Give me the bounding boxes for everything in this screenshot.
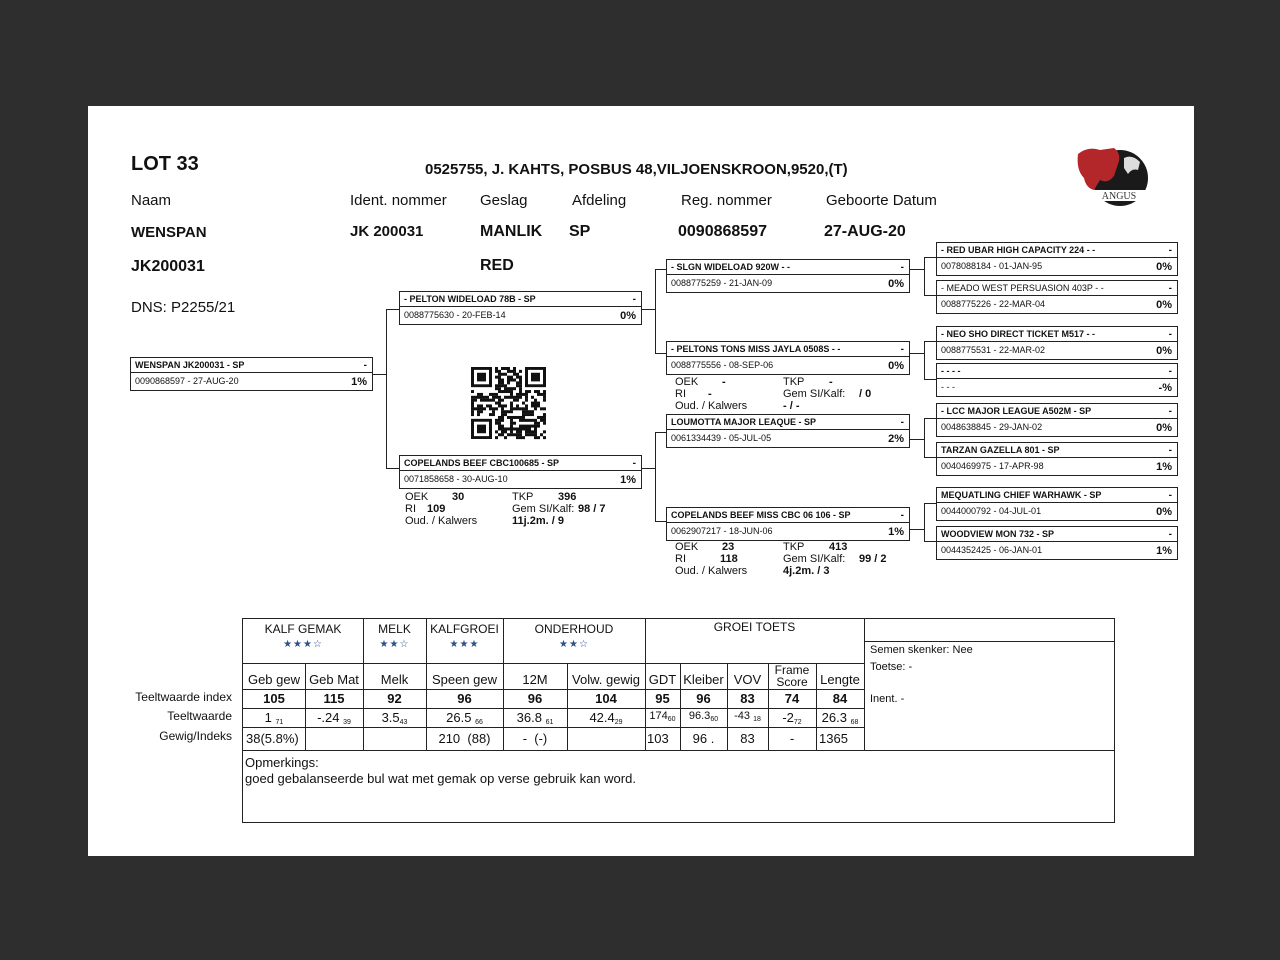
oud-label: Oud. / Kalwers <box>675 400 748 412</box>
percent: 0% <box>620 310 636 322</box>
col-lengte: Lengte <box>820 672 860 687</box>
gem-label: Gem SI/Kalf: <box>783 388 846 400</box>
oek-value: - <box>722 376 726 388</box>
dash: - <box>1168 329 1172 340</box>
pedigree-dss <box>936 403 1178 437</box>
ebv-value: 26.5 <box>446 710 472 725</box>
reg-date: 0044352425 - 06-JAN-01 <box>941 545 1043 555</box>
connector <box>641 468 655 469</box>
stars-melk: ★★☆ <box>379 639 410 650</box>
dash: - <box>1168 283 1172 294</box>
index-value: 84 <box>832 691 848 706</box>
oek-label: OEK <box>405 491 429 503</box>
reg-date: 0062907217 - 18-JUN-06 <box>671 526 773 536</box>
connector <box>373 374 386 375</box>
breeding-values-table <box>242 618 1115 823</box>
animal-name: - MEADO WEST PERSUASION 403P - - <box>941 283 1104 293</box>
ebv-accuracy: 29 <box>614 719 623 726</box>
animal-name: COPELANDS BEEF MISS CBC 06 106 - SP <box>671 510 851 520</box>
index-value: 104 <box>595 691 617 706</box>
connector <box>924 418 925 457</box>
percent: 1% <box>620 474 636 486</box>
percent: 1% <box>888 526 904 538</box>
col-volw-gewig: Volw. gewig <box>572 672 640 687</box>
pedigree-dam-dam <box>666 507 910 541</box>
connector <box>924 541 936 542</box>
group-groeitoets: GROEI TOETS <box>713 620 796 634</box>
weight-index: 96 . <box>692 731 715 746</box>
percent: 1% <box>1156 461 1172 473</box>
divider <box>243 727 864 728</box>
tkp-value: - <box>829 376 833 388</box>
ebv-accuracy: 66 <box>475 719 483 726</box>
ebv-accuracy: 60 <box>667 716 676 723</box>
reg-date: 0088775531 - 22-MAR-02 <box>941 345 1046 355</box>
ri-value: 118 <box>720 553 738 565</box>
connector <box>924 295 936 296</box>
ebv-value: -43 <box>734 710 751 722</box>
remarks-label: Opmerkings: <box>245 755 319 770</box>
vaccination: Inent. - <box>870 693 905 705</box>
dam-dam-stats <box>675 541 895 581</box>
animal-name: - LCC MAJOR LEAGUE A502M - SP <box>941 406 1092 416</box>
ri-value: - <box>708 388 712 400</box>
group-onderhoud: ONDERHOUD <box>534 622 614 636</box>
remarks-text: goed gebalanseerde bul wat met gemak op verse gebruik kan word. <box>245 771 636 786</box>
ebv-accuracy: 60 <box>710 716 719 723</box>
ebv-accuracy: 72 <box>793 719 802 726</box>
reg-date: 0088775259 - 21-JAN-09 <box>671 278 773 288</box>
col-vov: VOV <box>733 672 762 687</box>
col-gdt: GDT <box>648 672 677 687</box>
owner-line: 0525755, J. KAHTS, POSBUS 48,VILJOENSKROON,9520,(T) <box>425 161 848 178</box>
ri-label: RI <box>405 503 416 515</box>
group-kalfgroei: KALFGROEI <box>430 622 499 636</box>
oek-label: OEK <box>675 541 699 553</box>
dash: - <box>1168 490 1172 501</box>
percent: 1% <box>351 376 367 388</box>
dam-stats <box>405 491 625 531</box>
tests: Toetse: - <box>870 661 913 673</box>
header-reg: Reg. nommer <box>681 192 772 209</box>
header-ident: Ident. nommer <box>350 192 447 209</box>
connector <box>641 309 655 310</box>
ebv-cell <box>363 710 426 726</box>
reg-date: 0090868597 - 27-AUG-20 <box>135 376 239 386</box>
ebv-value: -2 <box>782 710 794 725</box>
animal-name: - NEO SHO DIRECT TICKET M517 - - <box>941 329 1096 339</box>
reg-date: 0044000792 - 04-JUL-01 <box>941 506 1042 516</box>
ebv-accuracy: 61 <box>545 719 554 726</box>
dash: - <box>900 417 904 428</box>
index-value: 92 <box>387 691 402 706</box>
ebv-cell <box>768 710 816 726</box>
ri-label: RI <box>675 388 686 400</box>
ebv-accuracy: 39 <box>343 719 351 726</box>
dash: - <box>1168 406 1172 417</box>
animal-name: - SLGN WIDELOAD 920W - - <box>671 262 790 272</box>
connector <box>924 341 936 342</box>
percent: 0% <box>1156 299 1172 311</box>
connector <box>924 503 936 504</box>
stars-kalfgemak: ★★★☆ <box>283 639 323 650</box>
group-melk: MELK <box>378 622 411 636</box>
qr-code-graphic <box>470 367 548 441</box>
pedigree-sire-dam <box>666 341 910 375</box>
animal-geslag: MANLIK <box>480 223 543 240</box>
index-value: 105 <box>263 691 285 706</box>
weight-index: 1365 <box>819 731 848 746</box>
animal-ident: JK 200031 <box>350 223 424 240</box>
oek-label: OEK <box>675 376 699 388</box>
gem-label: Gem SI/Kalf: <box>512 503 575 515</box>
animal-reg: 0090868597 <box>678 223 767 240</box>
reg-date: 0088775226 - 22-MAR-04 <box>941 299 1046 309</box>
header-naam: Naam <box>131 192 172 209</box>
dash: - <box>900 262 904 273</box>
stars-onderhoud: ★★☆ <box>559 639 589 650</box>
oek-value: 23 <box>722 541 735 553</box>
index-value: 95 <box>655 691 670 706</box>
ebv-cell <box>503 710 567 726</box>
col-melk: Melk <box>380 672 409 687</box>
index-value: 83 <box>740 691 755 706</box>
reg-date: - - - <box>941 382 955 392</box>
pedigree-ddd <box>936 526 1178 560</box>
percent: 0% <box>1156 506 1172 518</box>
weight-index: 38(5.8%) <box>246 731 299 746</box>
percent: 0% <box>1156 261 1172 273</box>
oek-value: 30 <box>452 491 465 503</box>
reg-date: 0088775556 - 08-SEP-06 <box>671 360 774 370</box>
connector <box>655 432 666 433</box>
ebv-cell <box>816 710 864 726</box>
dash: - <box>1168 366 1172 377</box>
ebv-cell <box>680 710 727 723</box>
stars-kalfgroei: ★★★ <box>449 639 480 650</box>
col-geb-mat: Geb Mat <box>309 672 359 687</box>
ebv-value: 174 <box>649 710 668 722</box>
dash: - <box>363 360 367 371</box>
percent: 2% <box>888 433 904 445</box>
animal-name: - - - - <box>941 366 961 376</box>
weight-index: 83 <box>740 731 755 746</box>
index-value: 115 <box>323 691 345 706</box>
pedigree-sheet <box>88 106 1194 856</box>
connector <box>655 269 666 270</box>
logo-text: ANGUS <box>1101 191 1137 202</box>
reg-date: 0088775630 - 20-FEB-14 <box>404 310 506 320</box>
ebv-value: 26.3 <box>821 710 847 725</box>
tkp-label: TKP <box>783 541 805 553</box>
ebv-value: 3.5 <box>381 710 400 725</box>
animal-name: - PELTON WIDELOAD 78B - SP <box>404 294 536 304</box>
connector <box>386 309 399 310</box>
connector <box>910 439 924 440</box>
percent: 0% <box>1156 345 1172 357</box>
col-frame-score: Frame Score <box>774 663 810 689</box>
percent: 0% <box>888 360 904 372</box>
qr-code <box>470 367 548 441</box>
animal-name: WENSPAN JK200031 - SP <box>135 360 245 370</box>
dash: - <box>900 510 904 521</box>
divider <box>864 641 1115 642</box>
tkp-value: 413 <box>829 541 848 553</box>
divider <box>243 750 1115 751</box>
weight-index: - (-) <box>522 731 548 746</box>
pedigree-dsd <box>936 442 1178 476</box>
dash: - <box>1168 245 1172 256</box>
index-value: 74 <box>784 691 800 706</box>
dash: - <box>1168 445 1172 456</box>
percent: 1% <box>1156 545 1172 557</box>
ebv-cell <box>645 710 680 723</box>
oud-value: 4j.2m. / 3 <box>783 565 830 577</box>
animal-name: COPELANDS BEEF CBC100685 - SP <box>404 458 560 468</box>
tkp-label: TKP <box>512 491 534 503</box>
animal-name: - PELTONS TONS MISS JAYLA 0508S - - <box>671 344 841 354</box>
gem-label: Gem SI/Kalf: <box>783 553 846 565</box>
ebv-accuracy: 68 <box>850 719 859 726</box>
dash: - <box>632 458 636 469</box>
tkp-value: 396 <box>558 491 577 503</box>
header-geslag: Geslag <box>480 192 528 209</box>
ebv-accuracy: 43 <box>399 719 408 726</box>
ebv-value: -.24 <box>317 710 340 725</box>
oud-value: 11j.2m. / 9 <box>512 515 564 527</box>
ebv-cell <box>727 710 768 723</box>
sire-dam-stats <box>675 376 895 416</box>
connector <box>655 353 666 354</box>
connector <box>910 353 924 354</box>
angus-logo <box>1074 144 1150 212</box>
row-label-teeltwaarde: Teeltwaarde <box>167 709 232 723</box>
ebv-accuracy: 71 <box>275 719 284 726</box>
reg-date: 0048638845 - 29-JAN-02 <box>941 422 1043 432</box>
angus-logo-graphic <box>1074 144 1150 212</box>
header-geboorte: Geboorte Datum <box>826 192 937 209</box>
percent: -% <box>1158 382 1172 394</box>
connector <box>924 503 925 541</box>
animal-naam: WENSPAN <box>131 224 207 241</box>
gem-value: 98 / 7 <box>578 503 606 515</box>
animal-name: LOUMOTTA MAJOR LEAQUE - SP <box>671 417 816 427</box>
connector <box>924 457 936 458</box>
connector <box>655 269 656 354</box>
col-geb-gew: Geb gew <box>247 672 301 687</box>
group-kalfgemak: KALF GEMAK <box>264 622 342 636</box>
pedigree-dam-sire <box>666 414 910 448</box>
animal-kleur: RED <box>480 257 514 274</box>
percent: 0% <box>1156 422 1172 434</box>
reg-date: 0061334439 - 05-JUL-05 <box>671 433 772 443</box>
gem-value: 99 / 2 <box>859 553 887 565</box>
dash: - <box>632 294 636 305</box>
connector <box>924 257 925 295</box>
col-kleiber: Kleiber <box>683 672 724 687</box>
dash: - <box>1168 529 1172 540</box>
animal-name: WOODVIEW MON 732 - SP <box>941 529 1055 539</box>
pedigree-ssd <box>936 280 1178 314</box>
ebv-cell <box>567 710 645 726</box>
pedigree-sss <box>936 242 1178 276</box>
pedigree-sire <box>399 291 642 325</box>
percent: 0% <box>888 278 904 290</box>
col-speen-gew: Speen gew <box>431 672 498 687</box>
animal-datum: 27-AUG-20 <box>824 223 906 240</box>
ebv-cell <box>426 710 503 726</box>
divider <box>243 708 864 709</box>
ebv-cell <box>305 710 363 726</box>
ri-value: 109 <box>427 503 446 515</box>
animal-name: - RED UBAR HIGH CAPACITY 224 - - <box>941 245 1096 255</box>
ebv-cell <box>243 710 305 726</box>
oud-label: Oud. / Kalwers <box>675 565 748 577</box>
oud-value: - / - <box>783 400 800 412</box>
ebv-value: 42.4 <box>589 710 615 725</box>
animal-name: MEQUATLING CHIEF WARHAWK - SP <box>941 490 1102 500</box>
connector <box>924 341 925 379</box>
divider <box>243 689 864 690</box>
pedigree-dam <box>399 455 642 489</box>
ebv-value: 36.8 <box>516 710 542 725</box>
dash: - <box>900 344 904 355</box>
connector <box>386 468 399 469</box>
reg-date: 0078088184 - 01-JAN-95 <box>941 261 1043 271</box>
ebv-value: 1 <box>264 710 272 725</box>
connector <box>924 418 936 419</box>
animal-id2: JK200031 <box>131 258 205 275</box>
weight-index: - <box>789 731 795 746</box>
weight-index: 103 <box>647 731 669 746</box>
connector <box>910 269 924 270</box>
connector <box>924 257 936 258</box>
weight-index: 210 (88) <box>438 731 491 746</box>
reg-date: 0040469975 - 17-APR-98 <box>941 461 1044 471</box>
index-value: 96 <box>527 691 543 706</box>
index-value: 96 <box>696 691 711 706</box>
reg-date: 0071858658 - 30-AUG-10 <box>404 474 508 484</box>
tkp-label: TKP <box>783 376 805 388</box>
connector <box>655 432 656 522</box>
pedigree-sdd <box>936 363 1178 397</box>
index-value: 96 <box>457 691 472 706</box>
divider <box>864 619 865 750</box>
row-label-index: Teeltwaarde index <box>135 690 232 704</box>
col-12m: 12M <box>522 672 548 687</box>
header-afdeling: Afdeling <box>572 192 627 209</box>
connector <box>386 309 387 468</box>
lot-number: LOT 33 <box>131 153 199 175</box>
semen-donor: Semen skenker: Nee <box>870 644 973 656</box>
connector <box>910 529 924 530</box>
row-label-gewig: Gewig/Indeks <box>159 729 232 743</box>
oud-label: Oud. / Kalwers <box>405 515 478 527</box>
gem-value: / 0 <box>859 388 872 400</box>
pedigree-dds <box>936 487 1178 521</box>
pedigree-subject <box>130 357 373 391</box>
animal-name: TARZAN GAZELLA 801 - SP <box>941 445 1060 455</box>
ebv-value: 96.3 <box>688 710 711 722</box>
connector <box>924 379 936 380</box>
ri-label: RI <box>675 553 686 565</box>
pedigree-sds <box>936 326 1178 360</box>
connector <box>655 521 666 522</box>
dns-number: DNS: P2255/21 <box>131 299 236 316</box>
ebv-accuracy: 18 <box>753 716 761 723</box>
animal-afdeling: SP <box>569 223 591 240</box>
pedigree-sire-sire <box>666 259 910 293</box>
